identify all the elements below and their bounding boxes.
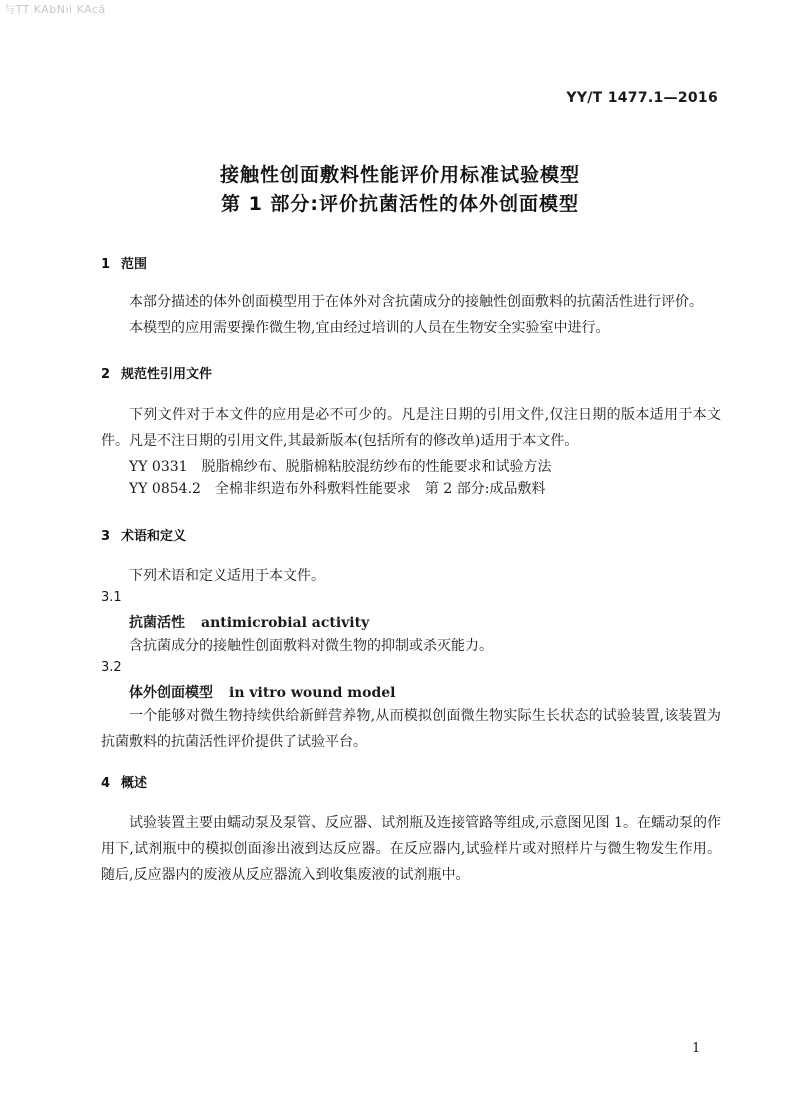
normative-reference-1: YY 0331 脱脂棉纱布、脱脂棉粘胶混纺纱布的性能要求和试验方法 [129,459,552,475]
normative-reference-2: YY 0854.2 全棉非织造布外科敷料性能要求 第 2 部分:成品敷料 [129,481,546,497]
section-2-number: 2 [101,367,111,382]
term-3-1-definition: 含抗菌成分的接触性创面敷料对微生物的抑制或杀灭能力。 [129,638,493,654]
term-3-2-number: 3.2 [101,660,122,675]
section-3-title: 术语和定义 [121,529,187,544]
term-3-2-chinese: 体外创面模型 [129,685,213,701]
section-3-number: 3 [101,529,111,544]
section-2-title: 规范性引用文件 [121,367,213,382]
document-title-line-1: 接触性创面敷料性能评价用标准试验模型 [219,164,580,186]
section-1-heading [101,253,147,272]
section-3-heading [101,525,186,544]
section-3-intro: 下列术语和定义适用于本文件。 [129,568,325,584]
page-number: 1 [692,1041,701,1056]
section-2-paragraph-1: 下列文件对于本文件的应用是必不可少的。凡是注日期的引用文件,仅注日期的版本适用于本文件。凡是不注日期的引用文件,其最新版本(包括所有的修改单)适用于本文件。 [101,407,721,449]
term-3-2 [129,682,395,702]
term-3-1-number: 3.1 [101,590,122,605]
section-4-title: 概述 [121,776,148,791]
standard-number: YY/T 1477.1—2016 [566,90,718,106]
term-3-2-english: in vitro wound model [229,685,396,701]
section-4-number: 4 [101,776,111,791]
section-1-number: 1 [101,257,111,272]
section-1-title: 范围 [121,257,148,272]
term-3-1-english: antimicrobial activity [201,615,370,631]
section-1-paragraph-2: 本模型的应用需要操作微生物,宜由经过培训的人员在生物安全实验室中进行。 [129,320,610,336]
section-1-paragraph-1: 本部分描述的体外创面模型用于在体外对含抗菌成分的接触性创面敷料的抗菌活性进行评价。 [129,294,703,310]
section-2-heading [101,363,212,382]
section-4-paragraph-1: 试验装置主要由蠕动泵及泵管、反应器、试剂瓶及连接管路等组成,示意图见图 1。在蠕动泵的作用下,试剂瓶中的模拟创面渗出液到达反应器。在反应器内,试验样片或对照样片与微生物发生作用。随后,反应器内的废液从反应器流入到收集废液的试剂瓶中。 [101,815,721,883]
document-title-line-2: 第 1 部分:评价抗菌活性的体外创面模型 [220,193,580,215]
term-3-1 [129,612,369,632]
section-4-heading [101,772,147,791]
watermark-text: 与TT KAbNıi KAcā [4,3,106,16]
term-3-2-definition: 一个能够对微生物持续供给新鲜营养物,从而模拟创面微生物实际生长状态的试验装置,该装置为抗菌敷料的抗菌活性评价提供了试验平台。 [101,708,721,750]
term-3-1-chinese: 抗菌活性 [129,615,185,631]
